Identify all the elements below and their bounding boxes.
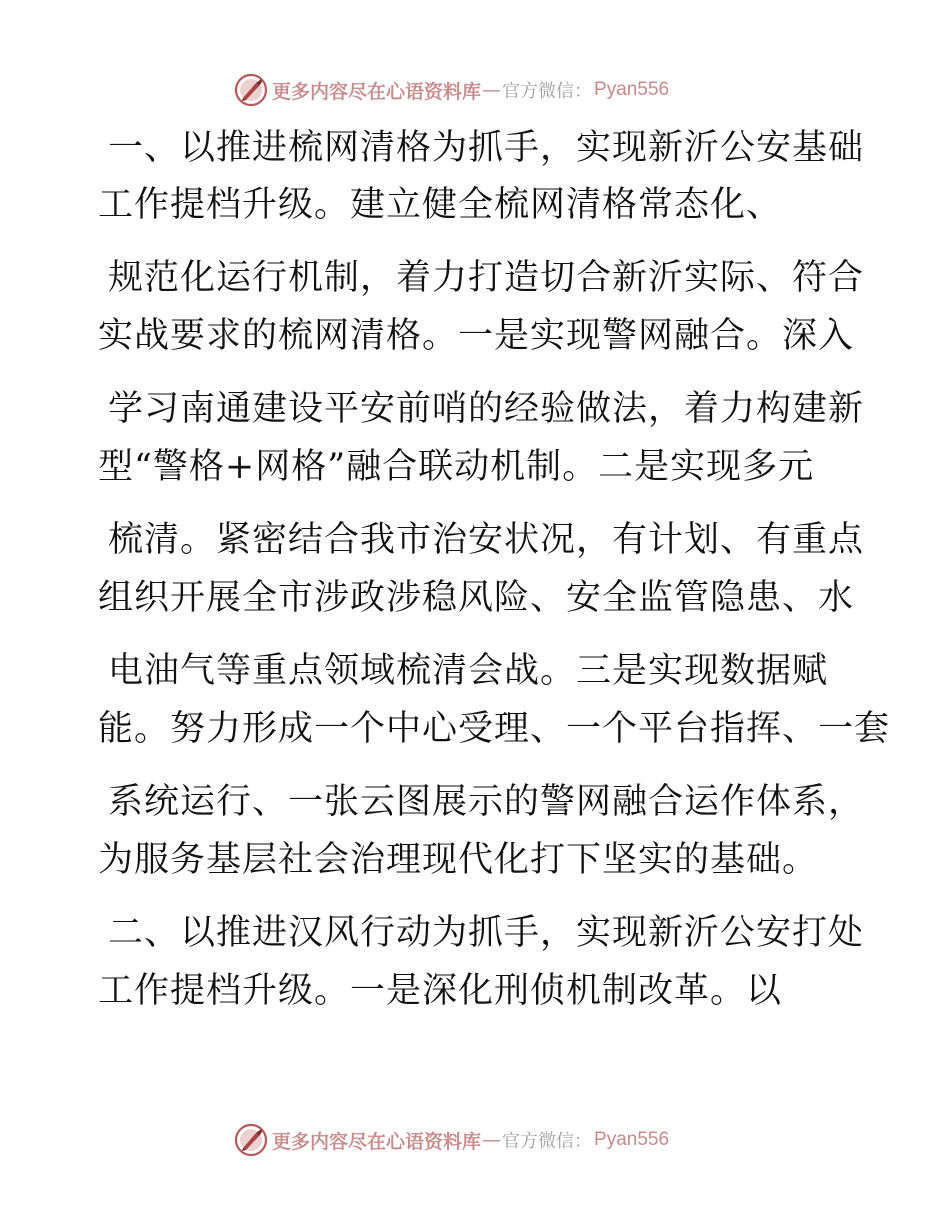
paragraph-line: 学习南通建设平安前哨的经验做法，着力构建新	[108, 389, 865, 429]
paragraph-line: 一、以推进梳网清格为抓手，实现新沂公安基础	[108, 128, 865, 168]
paragraph-line: 梳清。紧密结合我市治安状况，有计划、有重点	[108, 520, 865, 560]
paragraph-line: 系统运行、一张云图展示的警网融合运作体系，	[108, 782, 865, 822]
quill-pen-seal-icon	[234, 1123, 268, 1157]
paragraph-line: 组织开展全市涉政涉稳风险、安全监管隐患、水	[98, 578, 855, 618]
paragraph-line: 工作提档升级。建立健全梳网清格常态化、	[98, 185, 783, 225]
paragraph-line: 电油气等重点领域梳清会战。三是实现数据赋	[108, 651, 829, 691]
watermark-wechat-id: Pyan556	[594, 79, 670, 100]
header-watermark	[234, 72, 669, 108]
watermark-official-label: 官方微信：	[502, 81, 593, 102]
watermark-site-text: 更多内容尽在心语资料库	[272, 1130, 482, 1153]
paragraph-line: 规范化运行机制，着力打造切合新沂实际、符合	[108, 258, 865, 298]
paragraph-line: 二、以推进汉风行动为抓手，实现新沂公安打处	[108, 913, 865, 953]
watermark-separator: —	[482, 1129, 502, 1151]
paragraph-line: 型“警格+网格”融合联动机制。二是实现多元	[98, 447, 815, 487]
watermark-wechat-id: Pyan556	[594, 1129, 670, 1150]
paragraph-line: 为服务基层社会治理现代化打下坚实的基础。	[98, 840, 819, 880]
watermark-site-text: 更多内容尽在心语资料库	[272, 80, 482, 103]
quill-pen-seal-icon	[234, 73, 268, 107]
footer-watermark	[234, 1122, 669, 1158]
paragraph-line: 工作提档升级。一是深化刑侦机制改革。以	[98, 971, 783, 1011]
watermark-official-label: 官方微信：	[502, 1131, 593, 1152]
paragraph-line: 实战要求的梳网清格。一是实现警网融合。深入	[98, 316, 855, 356]
watermark-separator: —	[482, 79, 502, 101]
paragraph-line: 能。努力形成一个中心受理、一个平台指挥、一套	[98, 709, 891, 749]
